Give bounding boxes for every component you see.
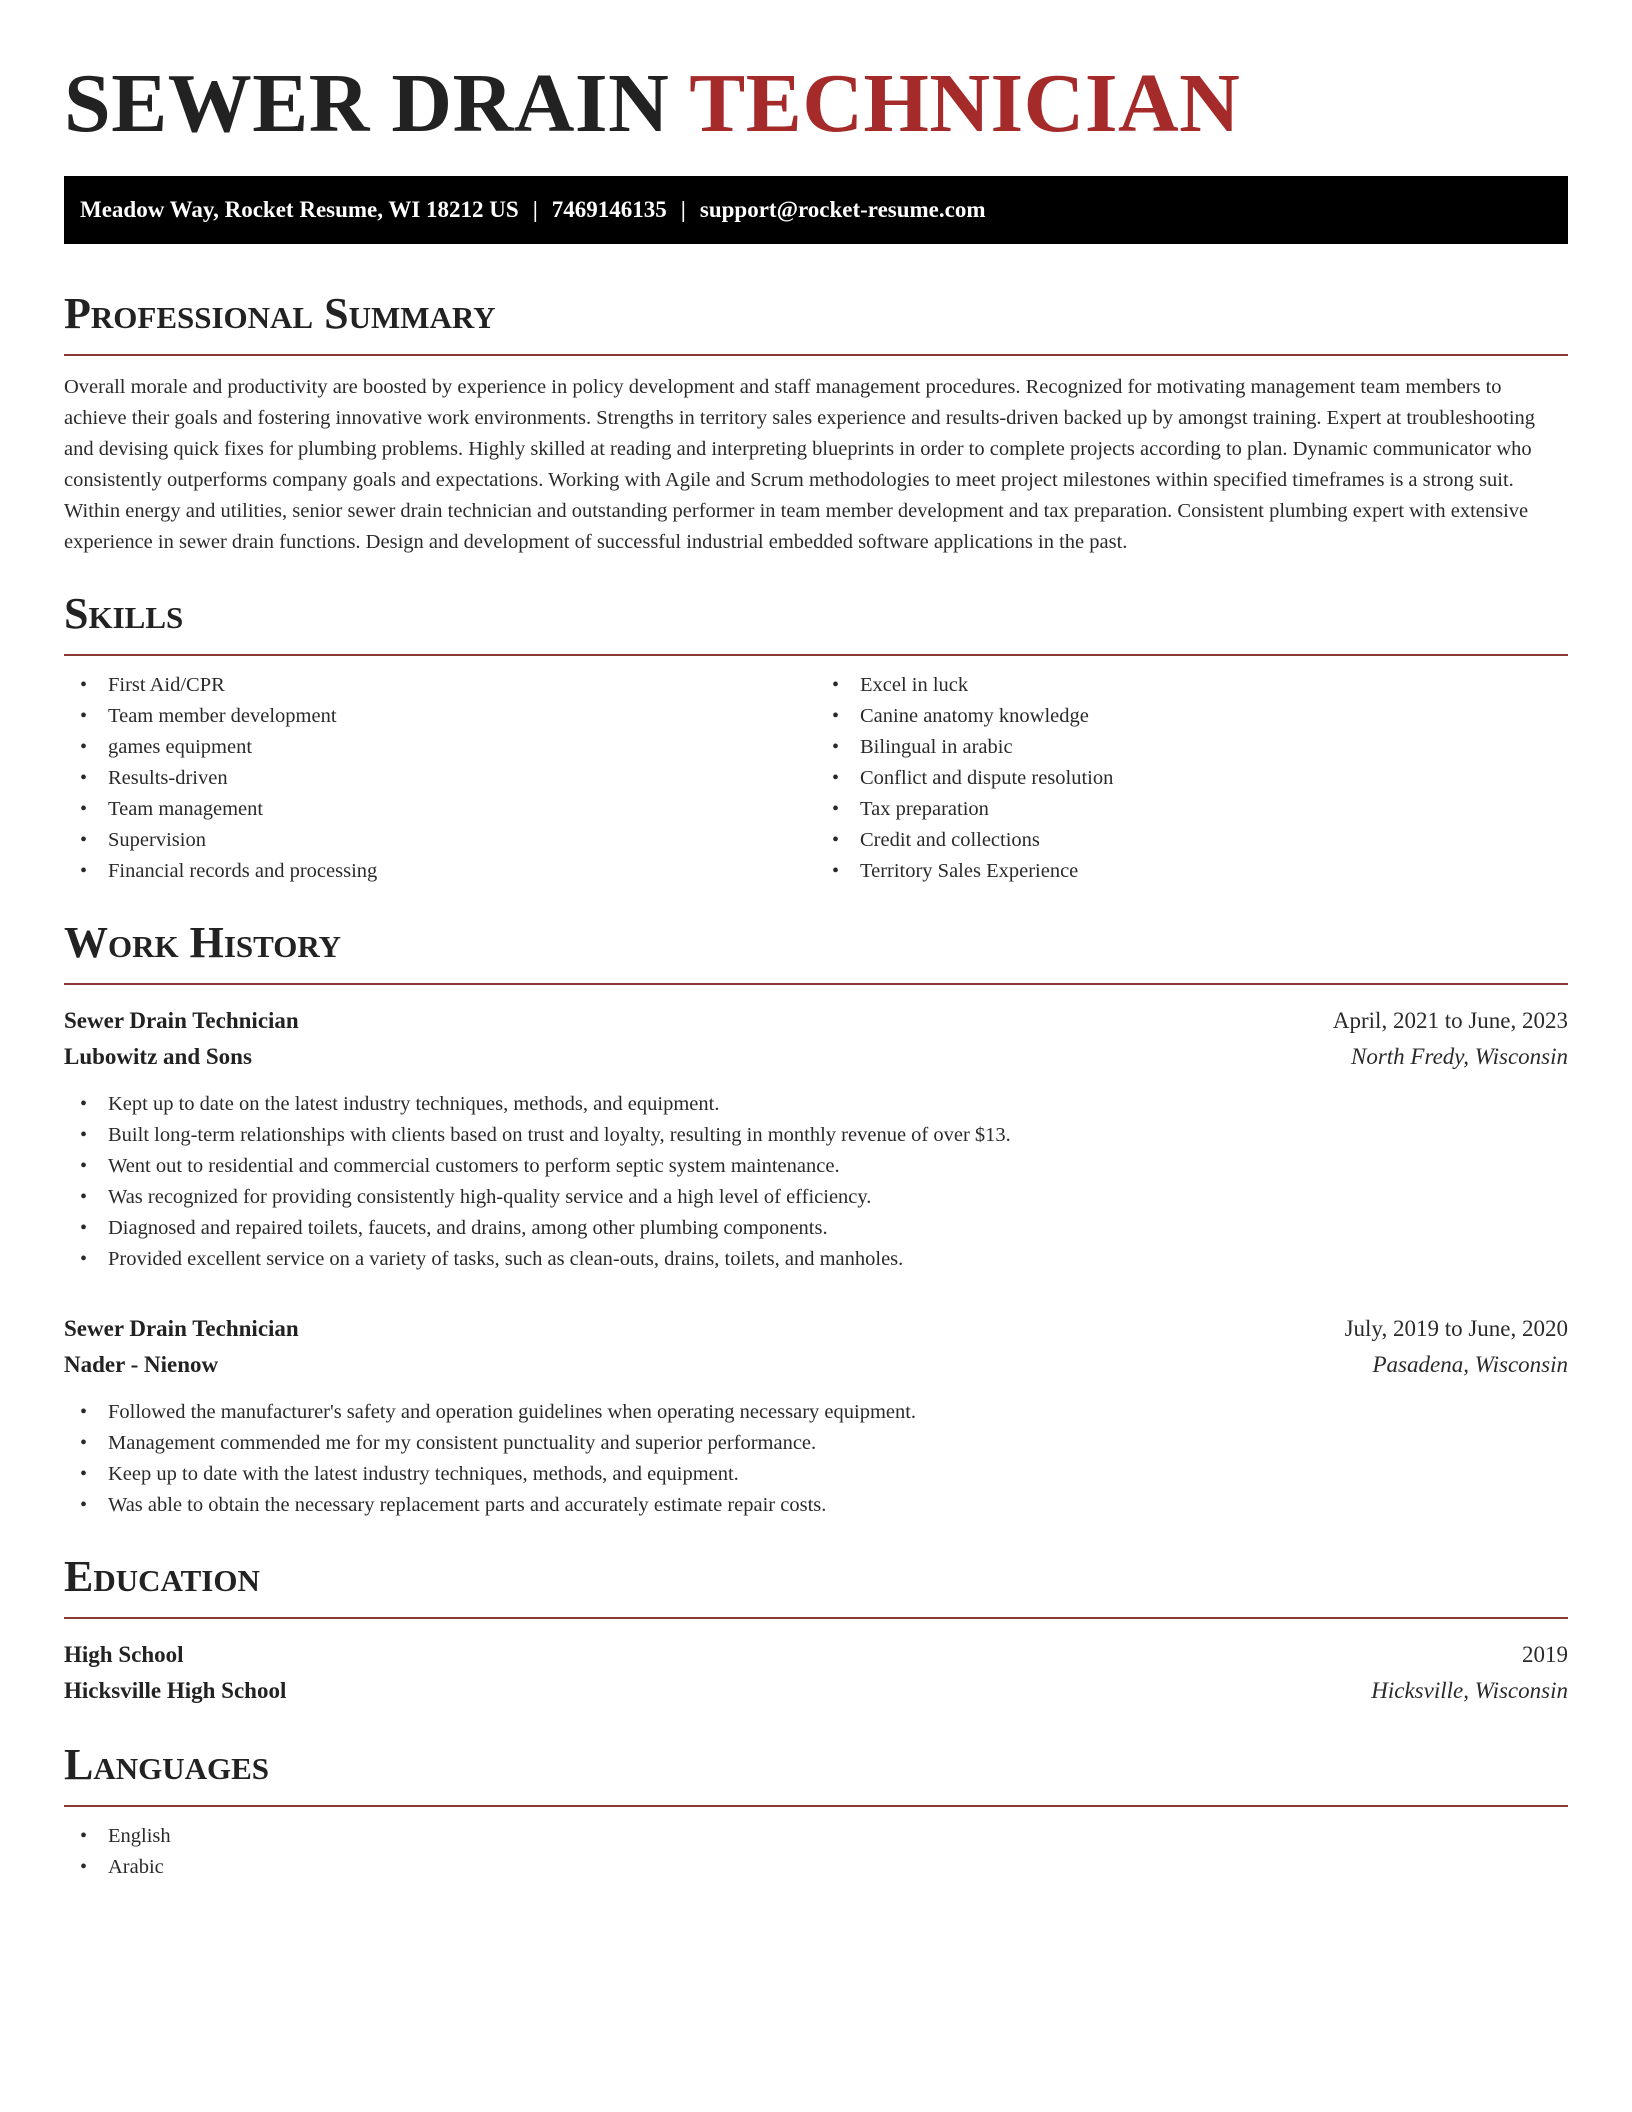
job-bullet: • Built long-term relationships with clients based on trust and loyalty, resulting in monthly revenue of over $13. <box>64 1120 1568 1151</box>
job-entry <box>64 1003 1568 1275</box>
skill-item: • Tax preparation <box>816 794 1568 825</box>
skills-list-right <box>816 670 1568 887</box>
job-company-row <box>64 1347 1568 1383</box>
skills-heading: Skills <box>64 589 184 638</box>
name-accent-part: TECHNICIAN <box>689 57 1241 150</box>
summary-section <box>64 288 1568 558</box>
education-header-row <box>64 1637 1568 1673</box>
work-history-heading: Work History <box>64 918 342 967</box>
skill-item: • Bilingual in arabic <box>816 732 1568 763</box>
education-degree: High School <box>64 1642 184 1667</box>
skill-item: • Canine anatomy knowledge <box>816 701 1568 732</box>
languages-section <box>64 1739 1568 1883</box>
skill-item: • Team management <box>64 794 816 825</box>
job-header-row <box>64 1003 1568 1039</box>
education-entry <box>64 1637 1568 1709</box>
education-school: Hicksville High School <box>64 1678 287 1703</box>
job-location: North Fredy, Wisconsin <box>1350 1044 1568 1069</box>
job-company: Lubowitz and Sons <box>64 1044 252 1069</box>
skills-list-left <box>64 670 816 887</box>
education-section <box>64 1551 1568 1709</box>
skill-item: • games equipment <box>64 732 816 763</box>
education-school-row <box>64 1673 1568 1709</box>
job-dates: July, 2019 to June, 2020 <box>1344 1316 1568 1341</box>
contact-address: Meadow Way, Rocket Resume, WI 18212 US <box>80 197 519 222</box>
contact-separator: | <box>680 197 686 222</box>
skill-item: • Conflict and dispute resolution <box>816 763 1568 794</box>
section-divider <box>64 1805 1568 1807</box>
job-company-row <box>64 1039 1568 1075</box>
language-item: • English <box>64 1821 1568 1852</box>
job-header-row <box>64 1311 1568 1347</box>
skill-item: • First Aid/CPR <box>64 670 816 701</box>
resume-page <box>64 0 1568 1883</box>
resume-name <box>64 56 1568 152</box>
job-company: Nader - Nienow <box>64 1352 219 1377</box>
section-divider <box>64 1617 1568 1619</box>
education-year: 2019 <box>1522 1642 1568 1667</box>
skill-item: • Excel in luck <box>816 670 1568 701</box>
summary-heading: Professional Summary <box>64 289 496 338</box>
work-history-section <box>64 917 1568 1521</box>
job-bullet: • Went out to residential and commercial customers to perform septic system maintenance. <box>64 1151 1568 1182</box>
job-dates: April, 2021 to June, 2023 <box>1332 1008 1568 1033</box>
job-bullet: • Keep up to date with the latest industry techniques, methods, and equipment. <box>64 1459 1568 1490</box>
contact-separator: | <box>532 197 538 222</box>
job-bullet: • Provided excellent service on a variety of tasks, such as clean-outs, drains, toilets, and manholes. <box>64 1244 1568 1275</box>
language-item: • Arabic <box>64 1852 1568 1883</box>
education-heading: Education <box>64 1552 260 1601</box>
contact-email: support@rocket-resume.com <box>699 197 986 222</box>
skill-item: • Results-driven <box>64 763 816 794</box>
job-location: Pasadena, Wisconsin <box>1372 1352 1568 1377</box>
job-entry <box>64 1311 1568 1521</box>
job-bullet: • Was able to obtain the necessary replacement parts and accurately estimate repair costs. <box>64 1490 1568 1521</box>
skill-item: • Team member development <box>64 701 816 732</box>
name-first-part: SEWER DRAIN <box>64 57 670 150</box>
job-bullet: • Diagnosed and repaired toilets, faucets, and drains, among other plumbing components. <box>64 1213 1568 1244</box>
section-divider <box>64 983 1568 985</box>
job-bullet: • Was recognized for providing consistently high-quality service and a high level of efficiency. <box>64 1182 1568 1213</box>
section-divider <box>64 354 1568 356</box>
skill-item: • Financial records and processing <box>64 856 816 887</box>
job-bullets <box>64 1089 1568 1275</box>
contact-phone: 7469146135 <box>551 197 667 222</box>
skills-section <box>64 588 1568 887</box>
job-bullets <box>64 1397 1568 1521</box>
job-bullet: • Kept up to date on the latest industry techniques, methods, and equipment. <box>64 1089 1568 1120</box>
summary-text: Overall morale and productivity are boosted by experience in policy development and staff management procedures. Recognized for motivating management team members to achieve their goals and fostering innovative work environments. Strengths in territory sales experience and results-driven backed up by amongst training. Expert at troubleshooting and devising quick fixes for plumbing problems. Highly skilled at reading and interpreting blueprints in order to complete projects according to plan. Dynamic communicator who consistently outperforms company goals and expectations. Working with Agile and Scrum methodologies to meet project milestones within specified timeframes is a strong suit. Within energy and utilities, senior sewer drain technician and outstanding performer in team member development and tax preparation. Consistent plumbing expert with extensive experience in sewer drain functions. Design and development of successful industrial embedded software applications in the past. <box>64 376 1536 553</box>
skills-grid <box>64 656 1568 887</box>
skill-item: • Territory Sales Experience <box>816 856 1568 887</box>
job-position: Sewer Drain Technician <box>64 1008 299 1033</box>
skill-item: • Supervision <box>64 825 816 856</box>
languages-heading: Languages <box>64 1740 270 1789</box>
languages-list <box>64 1821 1568 1883</box>
job-bullet: • Followed the manufacturer's safety and operation guidelines when operating necessary equipment. <box>64 1397 1568 1428</box>
job-position: Sewer Drain Technician <box>64 1316 299 1341</box>
job-bullet: • Management commended me for my consistent punctuality and superior performance. <box>64 1428 1568 1459</box>
skill-item: • Credit and collections <box>816 825 1568 856</box>
contact-bar <box>64 176 1568 244</box>
education-location: Hicksville, Wisconsin <box>1371 1678 1568 1703</box>
